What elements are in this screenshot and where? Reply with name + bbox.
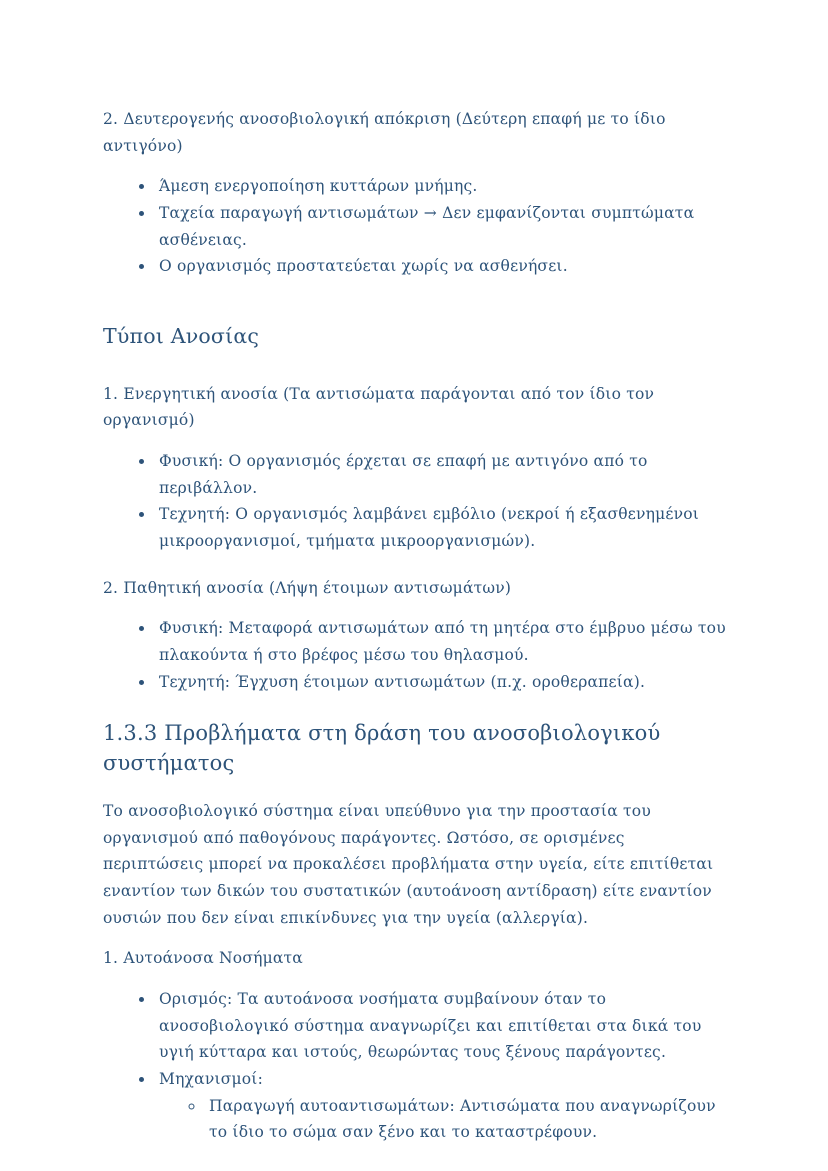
- autoimmune-list: [103, 986, 728, 1146]
- autoimmune-title: 1. Αυτοάνοσα Νοσήματα: [103, 949, 303, 968]
- secondary-response-title: 2. Δευτερογενής ανοσοβιολογική απόκριση (Δεύτερη επαφή με το ίδιο αντιγόνο): [103, 110, 666, 155]
- mechanisms-sublist: [159, 1093, 728, 1146]
- secondary-response-list: [103, 173, 728, 280]
- sub-list-item: ◦ Παραγωγή αυτοαντισωμάτων: Αντισώματα που αναγνωρίζουν το ίδιο το σώμα σαν ξένο και το καταστρέφουν.: [205, 1093, 728, 1146]
- section-heading-immunity-types: Τύποι Ανοσίας: [103, 323, 260, 348]
- list-item: • Άμεση ενεργοποίηση κυττάρων μνήμης.: [155, 173, 728, 200]
- passive-immunity-title: 2. Παθητική ανοσία (Λήψη έτοιμων αντισωμάτων): [103, 578, 512, 597]
- list-item: • Φυσική: Μεταφορά αντισωμάτων από τη μητέρα στο έμβρυο μέσω του πλακούντα ή στο βρέφος μέσω του θηλασμού.: [155, 615, 728, 668]
- section-heading-immune-system-problems: 1.3.3 Προβλήματα στη δράση του ανοσοβιολογικού συστήματος: [103, 721, 661, 775]
- active-immunity-list: [103, 448, 728, 555]
- list-item: • Τεχνητή: Έγχυση έτοιμων αντισωμάτων (π.χ. οροθεραπεία).: [155, 669, 728, 696]
- passive-immunity-list: [103, 615, 728, 695]
- active-immunity-title: 1. Ενεργητική ανοσία (Τα αντισώματα παράγονται από τον ίδιο τον οργανισμό): [103, 384, 655, 430]
- problems-intro-paragraph: Το ανοσοβιολογικό σύστημα είναι υπεύθυνο για την προστασία του οργανισμού από παθογόνους παράγοντες. Ωστόσο, σε ορισμένες περιπτώσεις μπορεί να προκαλέσει προβλήματα στην υγεία, είτε επιτίθεται εναντίον των δικών του συστατικών (αυτοάνοση αντίδραση) είτε εναντίον ουσιών που δεν είναι επικίνδυνες για την υγεία (αλλεργία).: [103, 801, 714, 927]
- list-item: • Ορισμός: Τα αυτοάνοσα νοσήματα συμβαίνουν όταν το ανοσοβιολογικό σύστημα αναγνωρίζει και επιτίθεται στα δικά του υγιή κύτταρα και ιστούς, θεωρώντας τους ξένους παράγοντες.: [155, 986, 728, 1066]
- list-item-label: Μηχανισμοί:: [159, 1069, 264, 1088]
- list-item: • Φυσική: Ο οργανισμός έρχεται σε επαφή με αντιγόνο από το περιβάλλον.: [155, 448, 728, 501]
- list-item: • Τεχνητή: Ο οργανισμός λαμβάνει εμβόλιο (νεκροί ή εξασθενημένοι μικροοργανισμοί, τμήματα μικροοργανισμών).: [155, 501, 728, 554]
- list-item: [155, 1066, 728, 1146]
- list-item: • Ταχεία παραγωγή αντισωμάτων → Δεν εμφανίζονται συμπτώματα ασθένειας.: [155, 200, 728, 253]
- list-item: • Ο οργανισμός προστατεύεται χωρίς να ασθενήσει.: [155, 253, 728, 280]
